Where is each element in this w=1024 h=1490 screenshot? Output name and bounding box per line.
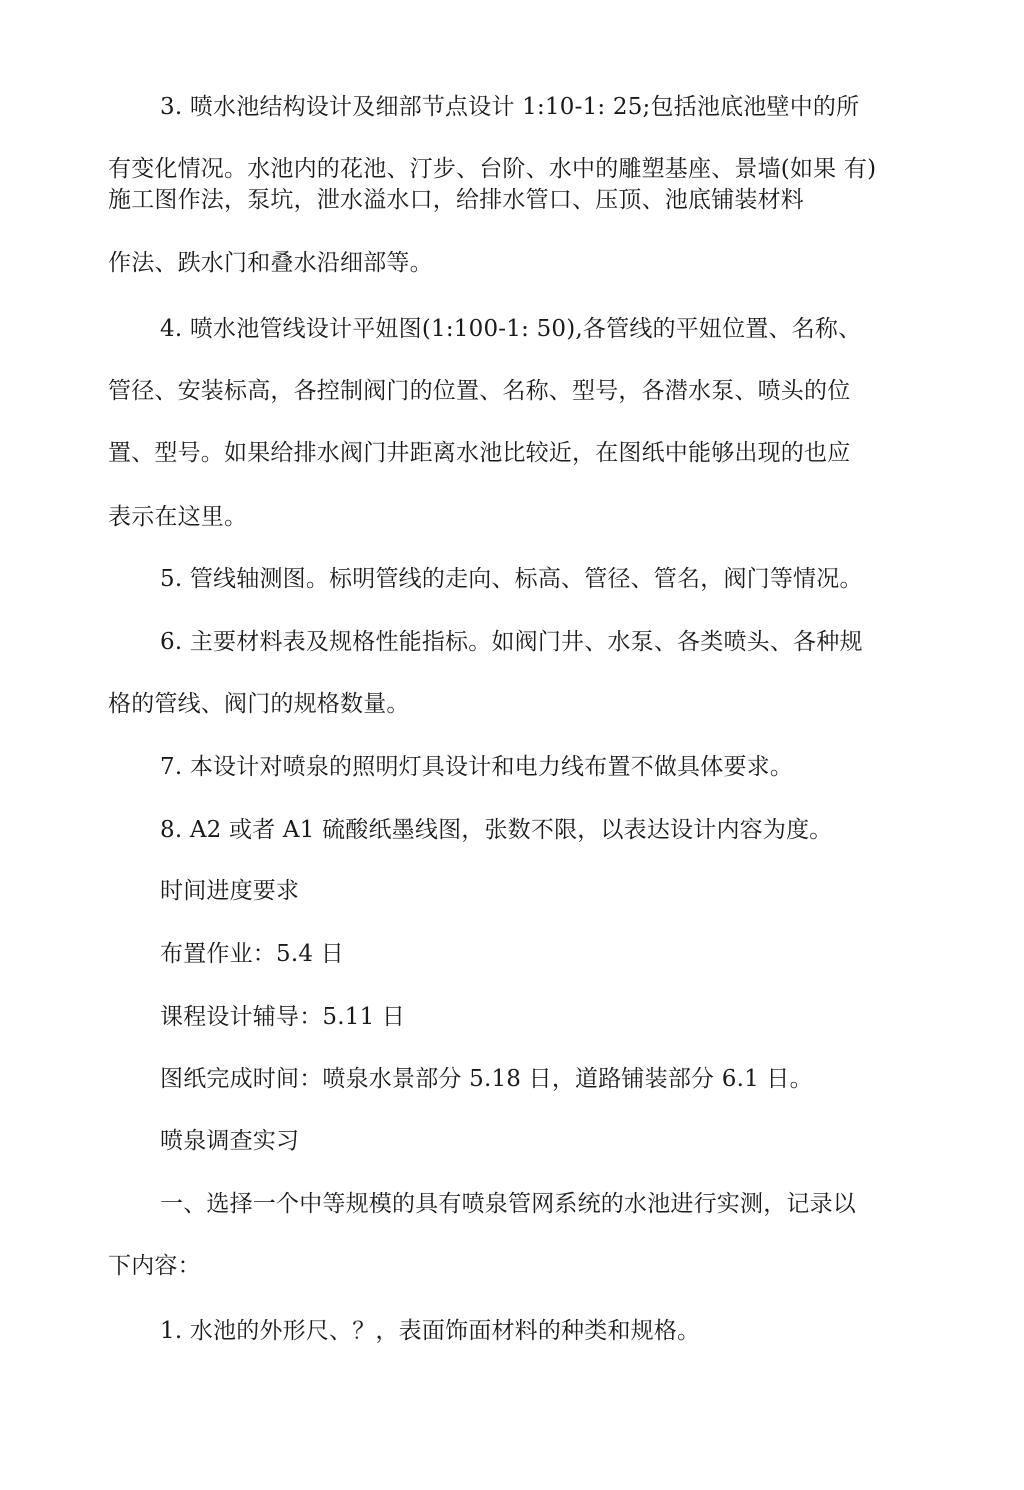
text-line: 7. 本设计对喷泉的照明灯具设计和电力线布置不做具体要求。 [160, 754, 794, 780]
text-line: 格的管线、阀门的规格数量。 [108, 691, 410, 717]
text-line: 4. 喷水池管线设计平妞图(1:100-1: 50),各管线的平妞位置、名称、 [160, 316, 862, 342]
text-line: 图纸完成时间：喷泉水景部分 5.18 日，道路铺装部分 6.1 日。 [160, 1066, 813, 1092]
text-line: 表示在这里。 [108, 504, 248, 530]
text-line: 管径、安装标高，各控制阀门的位置、名称、型号，各潜水泵、喷头的位 [108, 378, 851, 404]
text-line: 作法、跌水门和叠水沿细部等。 [108, 250, 433, 276]
text-line: 6. 主要材料表及规格性能指标。如阀门井、水泵、各类喷头、各种规 [160, 629, 863, 655]
text-line: 课程设计辅导：5.11 日 [160, 1004, 406, 1030]
text-line: 置、型号。如果给排水阀门井距离水池比较近，在图纸中能够出现的也应 [108, 440, 851, 466]
text-line: 5. 管线轴测图。标明管线的走向、标高、管径、管名，阀门等情况。 [160, 566, 863, 592]
text-line: 3. 喷水池结构设计及细部节点设计 1:10-1: 25;包括池底池壁中的所 [160, 94, 860, 120]
section-heading: 时间进度要求 [160, 878, 300, 904]
section-heading: 喷泉调查实习 [160, 1128, 300, 1154]
text-line: 8. A2 或者 A1 硫酸纸墨线图，张数不限，以表达设计内容为度。 [160, 817, 833, 843]
text-line: 一、选择一个中等规模的具有喷泉管网系统的水池进行实测，记录以 [160, 1191, 856, 1217]
text-line: 施工图作法，泵坑，泄水溢水口，给排水管口、压顶、池底铺装材料 [108, 187, 804, 213]
text-line: 布置作业：5.4 日 [160, 941, 344, 967]
text-line: 有变化情况。水池内的花池、汀步、台阶、水中的雕塑基座、景墙(如果 有) [108, 156, 877, 182]
text-line: 下内容： [108, 1253, 201, 1279]
text-line: 1. 水池的外形尺、？，表面饰面材料的种类和规格。 [160, 1318, 701, 1344]
